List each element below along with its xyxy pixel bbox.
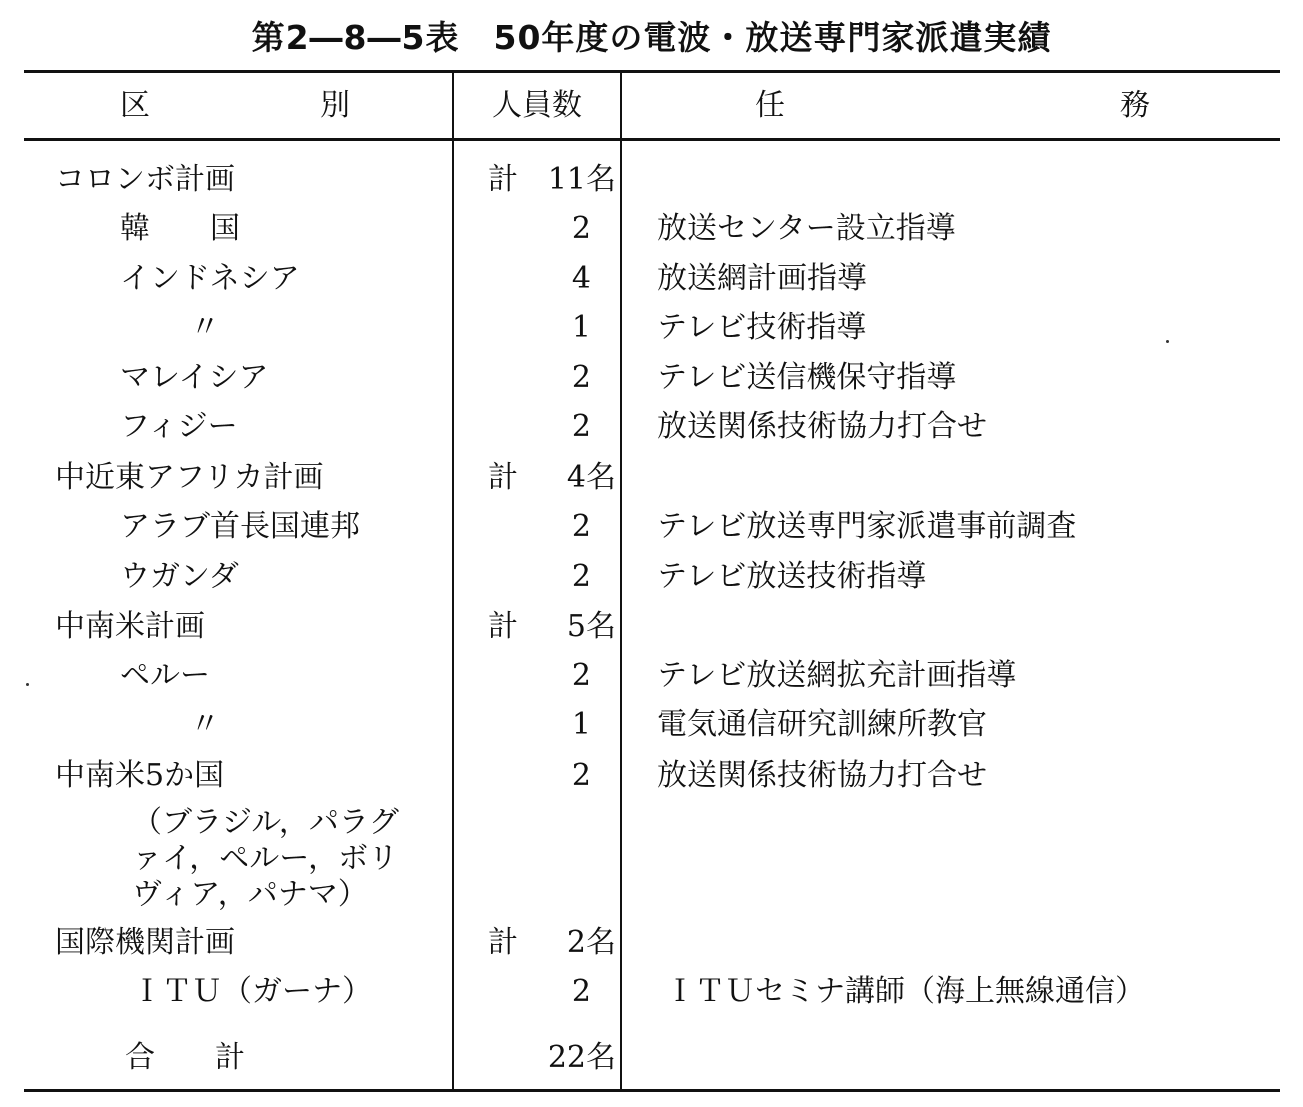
table-row	[0, 967, 1303, 1017]
row-duty: テレビ放送技術指導	[657, 559, 927, 594]
row-category: 国際機関計画	[55, 925, 235, 960]
row-total-prefix: 計	[488, 609, 518, 644]
table-row-total	[0, 1033, 1303, 1083]
table-row	[0, 602, 1303, 652]
table-row	[0, 552, 1303, 602]
row-total-prefix: 計	[488, 162, 518, 197]
row-category: 中南米5か国	[55, 758, 225, 793]
row-count: 11名	[547, 162, 616, 197]
row-duty: テレビ放送網拡充計画指導	[657, 658, 1017, 693]
header-count	[462, 82, 612, 130]
row-count: 1	[571, 310, 591, 345]
row-count: 2	[571, 974, 591, 1009]
table-row	[0, 751, 1303, 801]
row-total-prefix: 計	[488, 925, 518, 960]
table-row	[0, 303, 1303, 353]
header-duty-left: 任	[755, 88, 785, 123]
row-count: 4	[571, 261, 591, 296]
row-count: 2	[571, 360, 591, 395]
row-count: 2	[571, 211, 591, 246]
table-row	[0, 801, 1303, 911]
table-row	[0, 453, 1303, 503]
row-duty: ＩＴＵセミナ講師（海上無線通信）	[665, 974, 1145, 1009]
header-category	[120, 82, 350, 130]
row-category: 合 計	[125, 1040, 245, 1075]
row-count: 5名	[566, 609, 616, 644]
row-count: 2	[571, 509, 591, 544]
row-category: マレイシア	[120, 360, 269, 395]
header-category-left: 区	[120, 88, 150, 123]
row-duty: テレビ技術指導	[657, 310, 867, 345]
table-row	[0, 502, 1303, 552]
bottom-rule	[24, 1089, 1280, 1092]
header-duty-right: 務	[1120, 88, 1150, 123]
row-duty: 放送網計画指導	[657, 261, 867, 296]
table-row	[0, 651, 1303, 701]
table-row	[0, 700, 1303, 750]
row-count: 1	[571, 707, 591, 742]
row-category: 〃	[190, 310, 220, 345]
row-count: 2	[571, 658, 591, 693]
row-duty: 放送関係技術協力打合せ	[657, 409, 987, 444]
row-total-prefix: 計	[488, 460, 518, 495]
row-count: 2	[571, 409, 591, 444]
row-category: 中近東アフリカ計画	[55, 460, 324, 495]
row-category-note: （ブラジル，パラグァイ，ペルー，ボリヴィア，パナマ）	[132, 805, 399, 912]
header-rule	[24, 138, 1280, 141]
row-category: コロンボ計画	[55, 162, 235, 197]
row-duty: 電気通信研究訓練所教官	[657, 707, 987, 742]
row-count: 22名	[547, 1040, 616, 1075]
table-title: 第2―8―5表 50年度の電波・放送専門家派遣実績	[251, 18, 1052, 57]
row-duty: テレビ放送専門家派遣事前調査	[657, 509, 1077, 544]
header-category-right: 別	[320, 88, 350, 123]
row-category: フィジー	[120, 409, 238, 444]
row-duty: 放送関係技術協力打合せ	[657, 758, 987, 793]
speck-mark	[26, 683, 29, 686]
table-row	[0, 254, 1303, 304]
row-count: 2名	[566, 925, 616, 960]
row-count: 2	[571, 559, 591, 594]
header-duty	[755, 82, 1150, 130]
header-count-label: 人員数	[492, 88, 582, 123]
table-row	[0, 155, 1303, 205]
row-duty: 放送センター設立指導	[657, 211, 956, 246]
table-row	[0, 204, 1303, 254]
row-count: 2	[571, 758, 591, 793]
row-category: 韓 国	[120, 211, 240, 246]
row-category: ウガンダ	[120, 559, 239, 594]
table-row	[0, 402, 1303, 452]
row-category: インドネシア	[120, 261, 300, 296]
row-category: アラブ首長国連邦	[120, 509, 360, 544]
top-rule	[24, 70, 1280, 73]
table-row	[0, 353, 1303, 403]
speck-mark	[1166, 340, 1169, 343]
row-count: 4名	[566, 460, 616, 495]
table-row	[0, 918, 1303, 968]
row-category: ＩＴＵ（ガーナ）	[132, 974, 372, 1009]
row-category: 中南米計画	[55, 609, 205, 644]
row-duty: テレビ送信機保守指導	[657, 360, 957, 395]
row-category: ペルー	[120, 658, 210, 693]
row-category: 〃	[190, 707, 220, 742]
